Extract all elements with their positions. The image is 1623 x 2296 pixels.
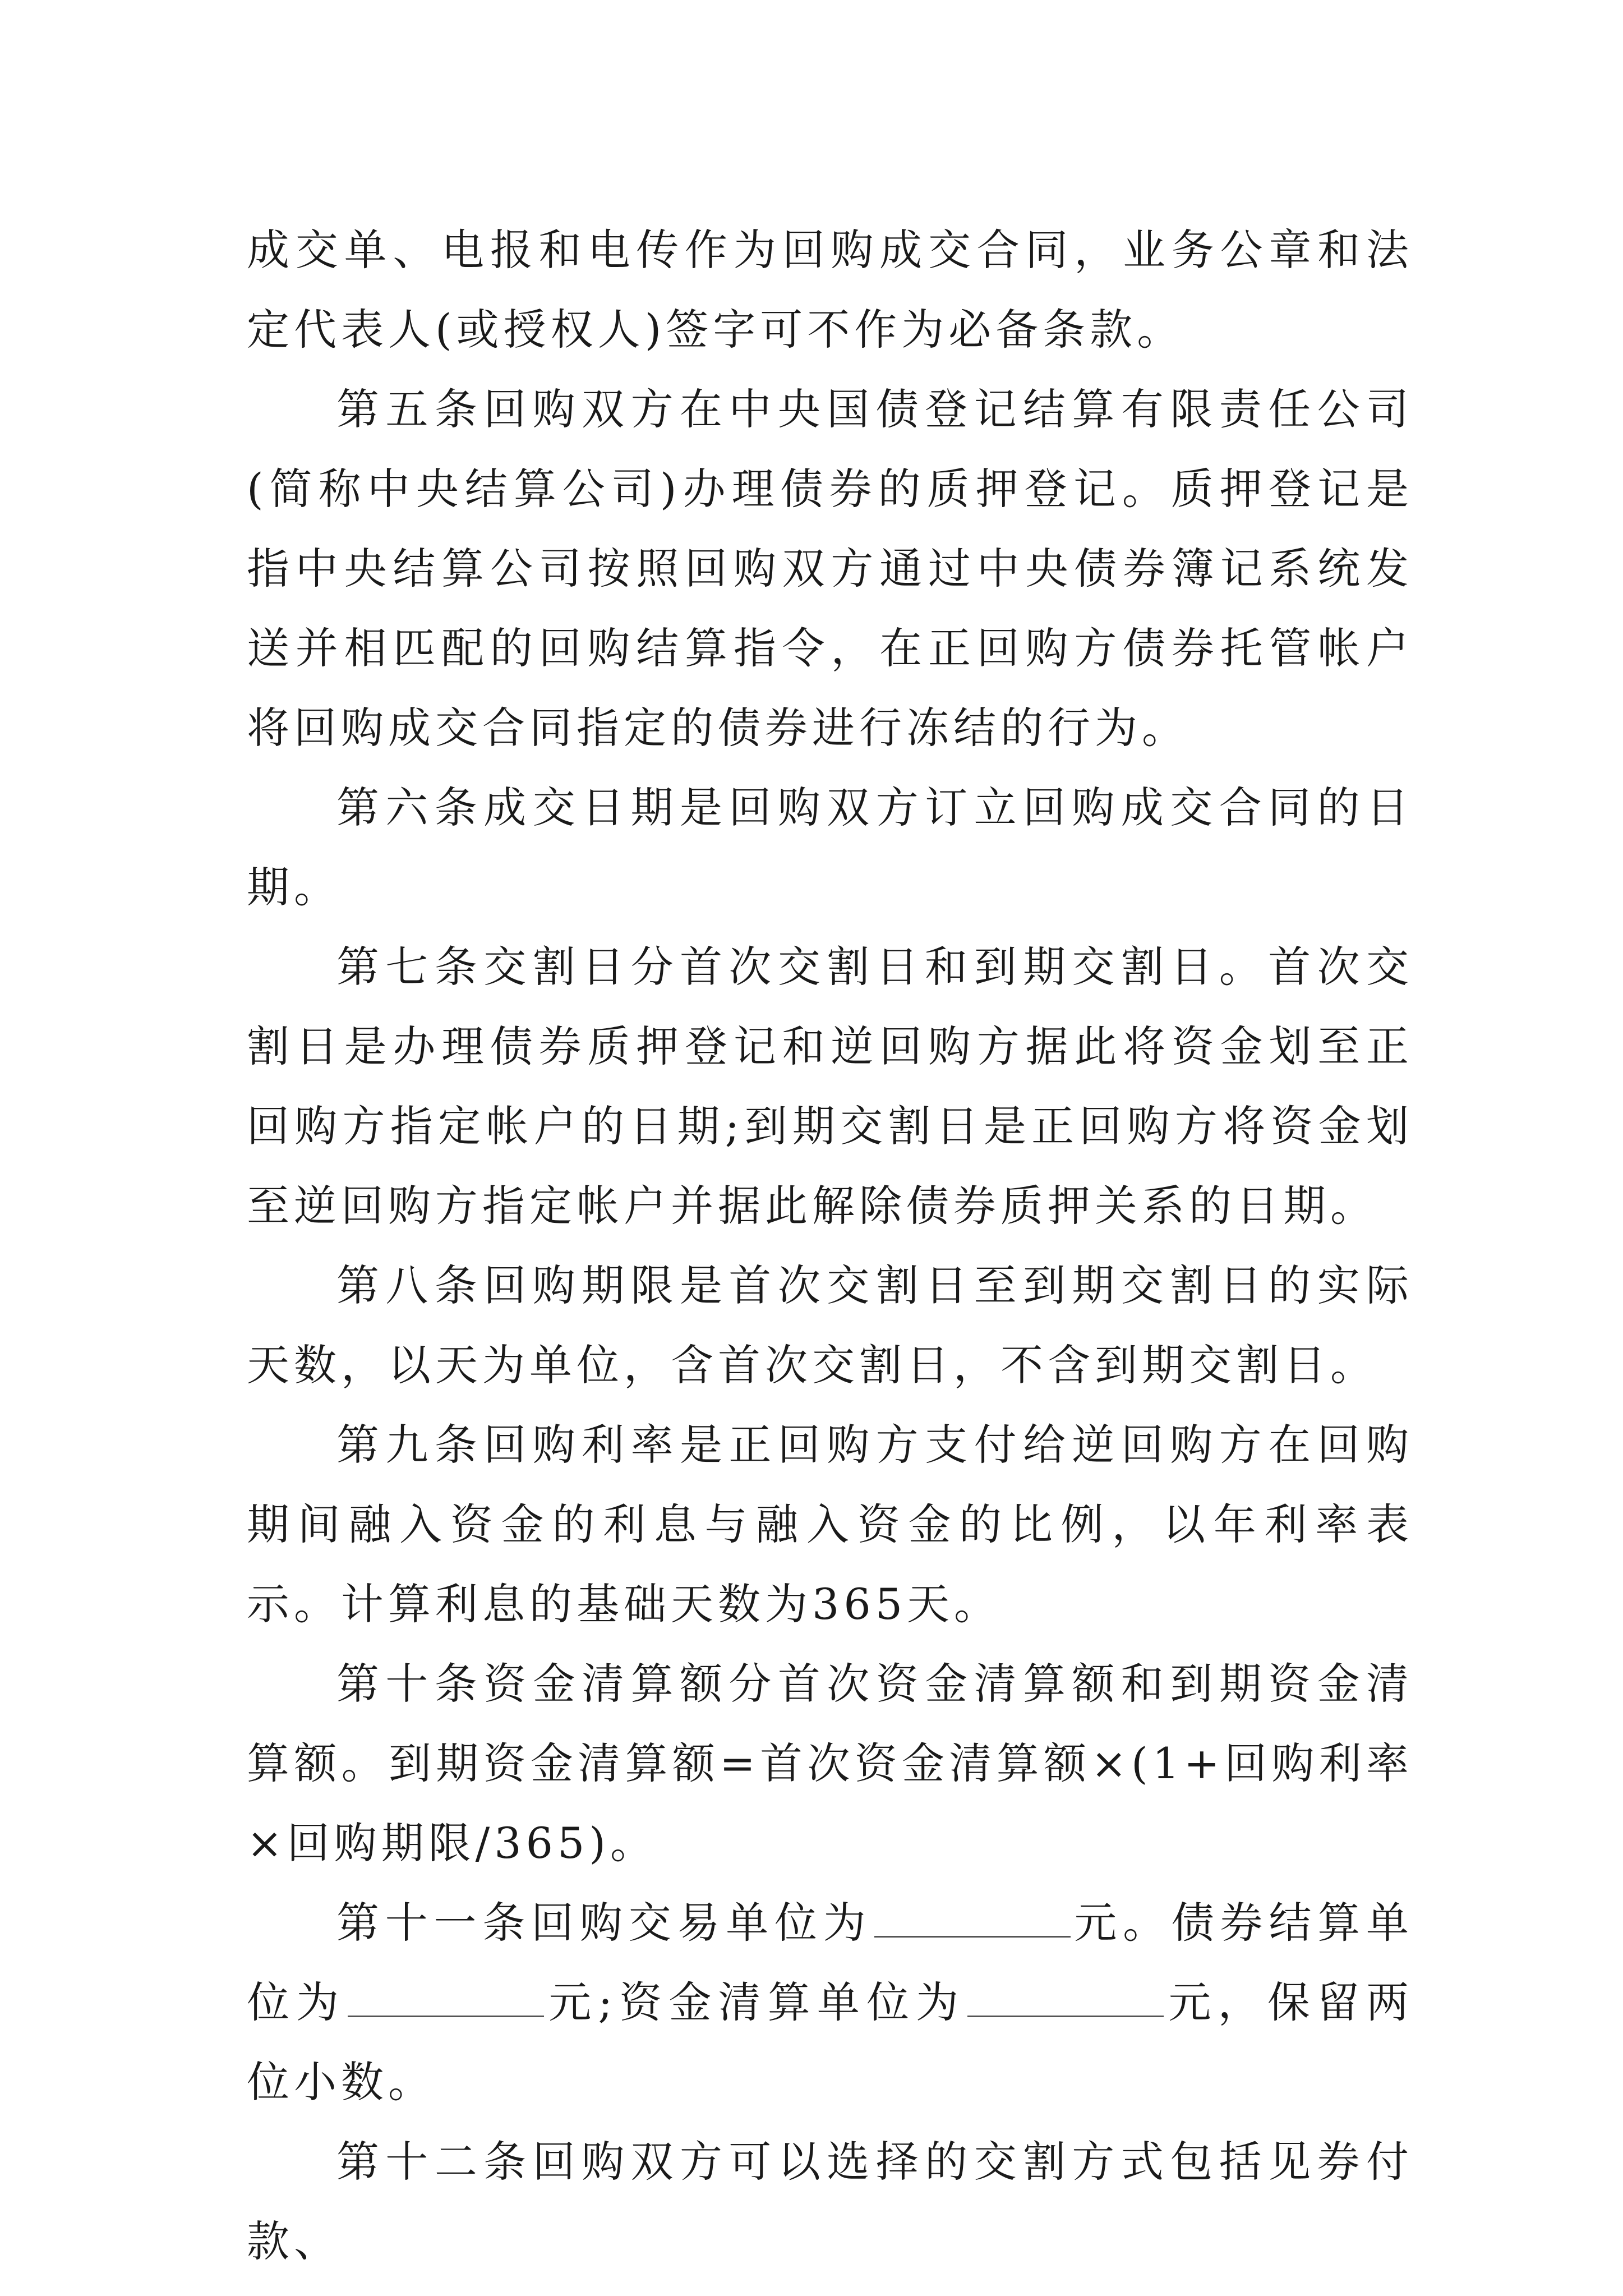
blank-trading-unit	[874, 1897, 1071, 1938]
article-11-part-1: 第十一条回购交易单位为	[336, 1898, 872, 1948]
blank-bond-settlement-unit	[348, 1976, 544, 2017]
paragraph-continuation: 成交单、电报和电传作为回购成交合同，业务公章和法定代表人(或授权人)签字可不作为必备条款。	[247, 225, 1413, 355]
paragraph-article-9: 第九条回购利率是正回购方支付给逆回购方在回购期间融入资金的利息与融入资金的比例，以年利率表示。计算利息的基础天数为365天。	[247, 1420, 1413, 1629]
paragraph-article-6: 第六条成交日期是回购双方订立回购成交合同的日期。	[247, 783, 1413, 912]
blank-fund-clearing-unit	[967, 1976, 1164, 2017]
paragraph-article-10: 第十条资金清算额分首次资金清算额和到期资金清算额。到期资金清算额=首次资金清算额×(1+回购利率×回购期限/365)。	[247, 1659, 1413, 1868]
paragraph-article-11	[247, 1883, 1413, 2122]
paragraph-article-7: 第七条交割日分首次交割日和到期交割日。首次交割日是办理债券质押登记和逆回购方据此将资金划至正回购方指定帐户的日期;到期交割日是正回购方将资金划至逆回购方指定帐户并据此解除债券质押关系的日期。	[247, 942, 1413, 1231]
article-11-part-2: 元。债券结算单位为	[247, 1898, 1414, 2027]
article-11-part-3: 元;资金清算单位为	[546, 1977, 966, 2027]
article-11-part-4: 元，保留两位小数。	[247, 1977, 1413, 2107]
paragraph-article-8: 第八条回购期限是首次交割日至到期交割日的实际天数，以天为单位，含首次交割日，不含到期交割日。	[247, 1260, 1413, 1390]
document-body	[247, 210, 1413, 2281]
paragraph-article-5: 第五条回购双方在中央国债登记结算有限责任公司(简称中央结算公司)办理债券的质押登记。质押登记是指中央结算公司按照回购双方通过中央债券簿记系统发送并相匹配的回购结算指令，在正回购方债券托管帐户将回购成交合同指定的债券进行冻结的行为。	[247, 384, 1413, 753]
paragraph-article-12: 第十二条回购双方可以选择的交割方式包括见券付款、	[247, 2137, 1413, 2266]
